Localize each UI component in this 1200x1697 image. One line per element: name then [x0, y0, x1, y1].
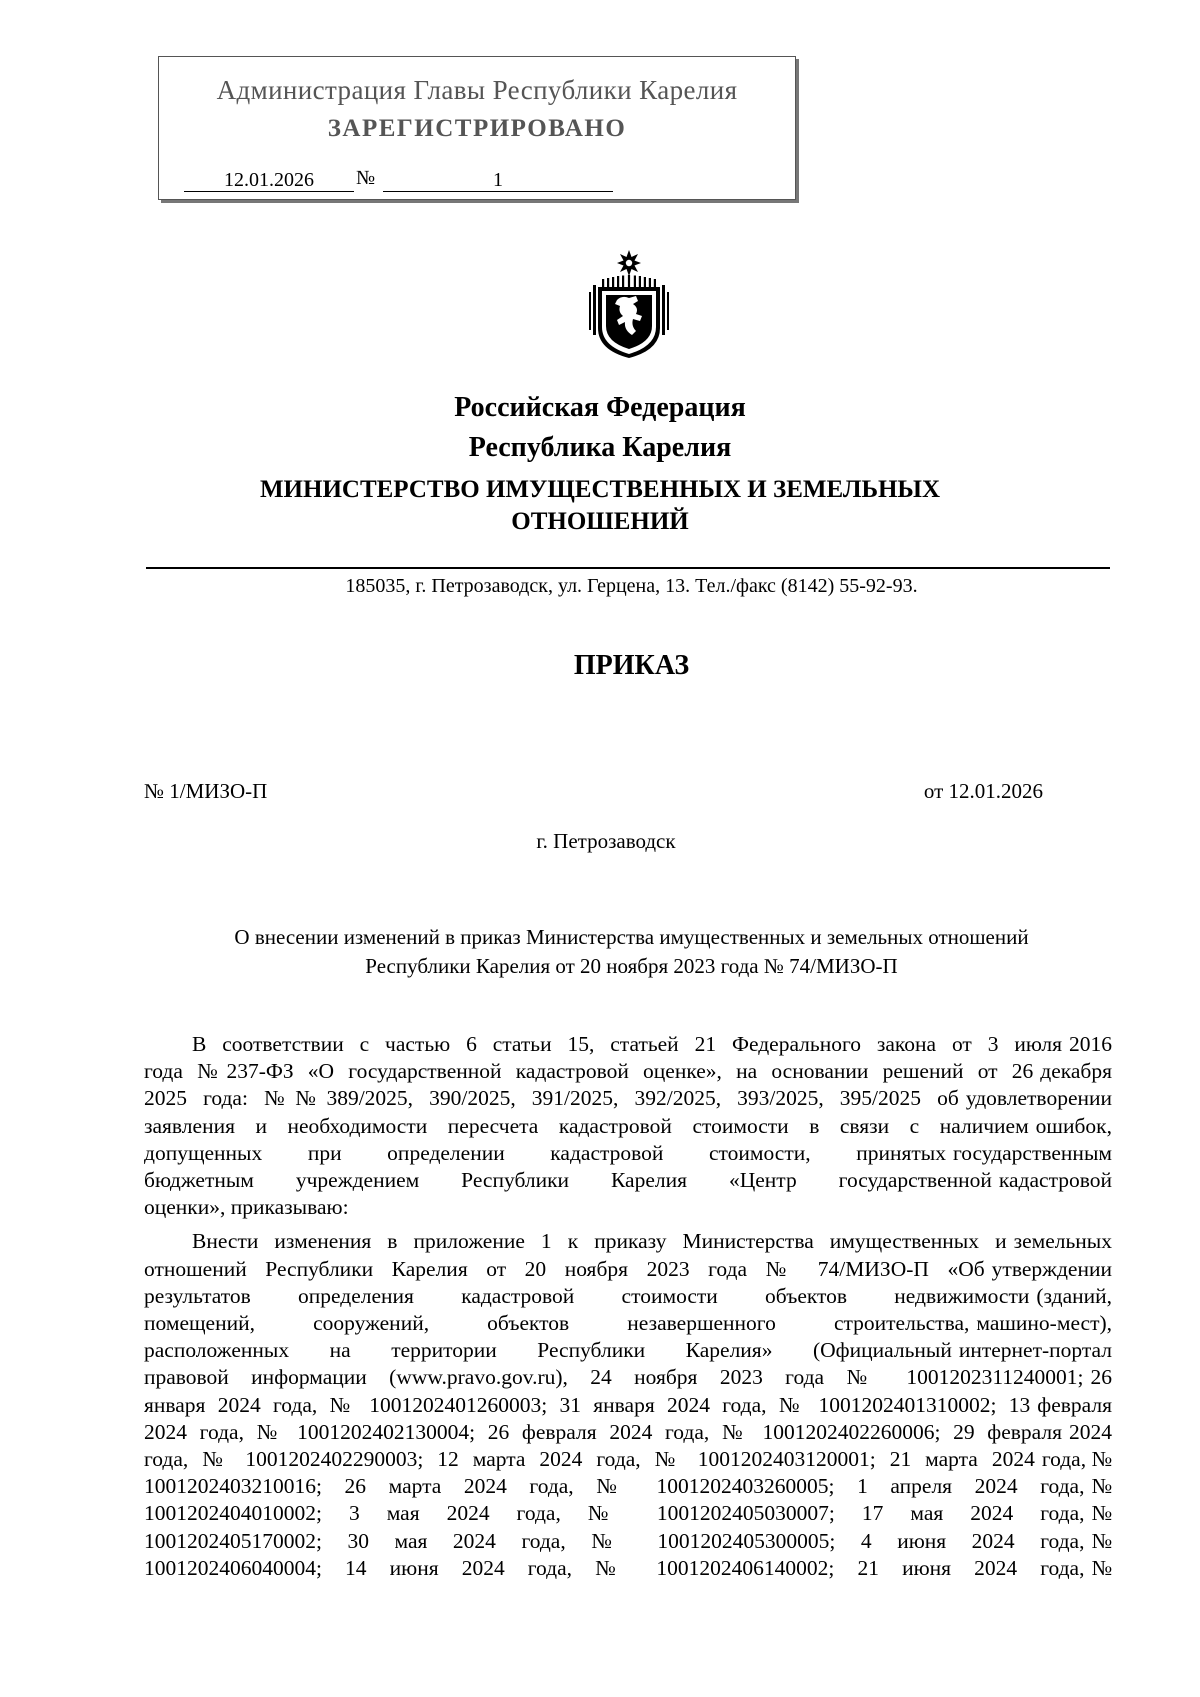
body-line [144, 1140, 1112, 1167]
body-line-end: № [1091, 1555, 1112, 1580]
ministry-address: 185035, г. Петрозаводск, ул. Герцена, 13. Тел./факс (8142) 55-92-93. [345, 575, 918, 597]
body-line [144, 1446, 1112, 1473]
body-line [144, 1337, 1112, 1364]
registration-stamp [158, 56, 796, 200]
body-line: оценки», приказываю: [144, 1195, 349, 1220]
order-date: от 12.01.2026 [923, 779, 1043, 803]
body-line-end: 2024 [1069, 1419, 1112, 1444]
republic-heading: Республика Карелия [468, 432, 732, 463]
body-line-text: заявления и необходимости пересчета кадастровой стоимости в связи с наличием [144, 1113, 1029, 1138]
body-line-end: утверждении [991, 1256, 1112, 1281]
body-line-text: 1001202405170002; 30 мая 2024 года, № 1001202405300005; 4 июня 2024 года, [144, 1528, 1085, 1553]
order-subject [0, 923, 1200, 981]
body-line-text: расположенных на территории Республики Карелия» (Официальный [144, 1338, 952, 1363]
body-line [144, 1419, 1112, 1446]
body-line [144, 1555, 1112, 1582]
body-line-text: 2024 года, № 1001202402130004; 26 февраля 2024 года, № 1001202402260006; 29 февраля [144, 1419, 1062, 1444]
document-title: ПРИКАЗ [573, 650, 690, 681]
subject-line: Республики Карелия от 20 ноября 2023 года № 74/МИЗО-П [365, 954, 898, 978]
body-line [144, 1364, 1112, 1391]
body-line-text: года №237-ФЗ «О государственной кадастровой оценке», на основании решений от 26 [144, 1059, 1034, 1084]
country-heading: Российская Федерация [454, 392, 746, 423]
body-line [144, 1085, 1112, 1112]
header-divider [146, 567, 1110, 569]
body-line-text: года, № 1001202402290003; 12 марта 2024 года, № 1001202403120001; 21 марта 2024 [144, 1447, 1035, 1472]
body-line-end: № [1091, 1528, 1112, 1553]
ministry-heading-line2: ОТНОШЕНИЙ [511, 508, 689, 535]
body-line-end: кадастровой [998, 1168, 1112, 1193]
body-line-end: (зданий, [1036, 1283, 1112, 1308]
body-line [144, 1113, 1112, 1140]
body-line-end: 26 [1090, 1365, 1112, 1390]
ministry-heading-line1: МИНИСТЕРСТВО ИМУЩЕСТВЕННЫХ И ЗЕМЕЛЬНЫХ [259, 476, 941, 503]
body-line-text: 1001202406040004; 14 июня 2024 года, № 1001202406140002; 21 июня 2024 года, [144, 1555, 1085, 1580]
body-line-end: удовлетворении [965, 1086, 1112, 1111]
stamp-date: 12.01.2026 [184, 169, 354, 192]
coat-of-arms-icon [586, 250, 672, 360]
body-line [144, 1392, 1112, 1419]
body-line-text: 1001202403210016; 26 марта 2024 года, № 1001202403260005; 1 апреля 2024 года, [144, 1474, 1085, 1499]
stamp-organization: Администрация Главы Республики Карелия [216, 75, 738, 105]
order-number: № 1/МИЗО-П [144, 779, 268, 803]
body-line-text: бюджетным учреждением Республики Карелия «Центр государственной [144, 1168, 992, 1193]
stamp-status: ЗАРЕГИСТРИРОВАНО [327, 115, 627, 142]
body-line-end: февраля [1037, 1392, 1112, 1417]
body-line [144, 1500, 1112, 1527]
body-line-text: 2025 года: №№389/2025, 390/2025, 391/2025, 392/2025, 393/2025, 395/2025 об [144, 1086, 959, 1111]
body-line-text: января 2024 года, № 1001202401260003; 31 января 2024 года, № 1001202401310002; 13 [144, 1392, 1031, 1417]
body-line [144, 1256, 1112, 1283]
body-line-text: допущенных при определении кадастровой стоимости, принятых [144, 1140, 946, 1165]
body-line [144, 1310, 1112, 1337]
body-line-end: государственным [952, 1140, 1112, 1165]
body-line [144, 1228, 1112, 1255]
body-line-end: ошибок, [1035, 1113, 1112, 1138]
body-line-text: В соответствии с частью 6 статьи 15, статьей 21 Федерального закона от 3 июля [192, 1032, 1062, 1056]
body-line [144, 1528, 1112, 1555]
body-line [144, 1167, 1112, 1194]
document-body [144, 1031, 1112, 1582]
body-line-text: отношений Республики Карелия от 20 ноября 2023 года № 74/МИЗО-П «Об [144, 1256, 985, 1281]
body-line [144, 1031, 1112, 1058]
subject-line: О внесении изменений в приказ Министерства имущественных и земельных отношений [234, 925, 1029, 949]
body-line [144, 1058, 1112, 1085]
body-line-end: машино-мест), [976, 1311, 1112, 1336]
stamp-number-label: № [356, 167, 376, 189]
body-line-text: результатов определения кадастровой стоимости объектов недвижимости [144, 1283, 1030, 1308]
body-line-text: 1001202404010002; 3 мая 2024 года, № 1001202405030007; 17 мая 2024 года, [144, 1501, 1085, 1526]
body-line-end: декабря [1040, 1059, 1112, 1084]
body-line-text: правовой информации (www.pravo.gov.ru), 24 ноября 2023 года № 1001202311240001; [144, 1365, 1084, 1390]
body-line [144, 1283, 1112, 1310]
body-line-text: Внести изменения в приложение 1 к приказу Министерства имущественных и [192, 1229, 1007, 1254]
stamp-number: 1 [383, 169, 613, 192]
issue-city: г. Петрозаводск [536, 829, 676, 853]
body-line-end: 2016 [1069, 1032, 1112, 1056]
body-line-end: № [1091, 1501, 1112, 1526]
body-line-end: земельных [1013, 1229, 1112, 1254]
body-line-text: помещений, сооружений, объектов незавершенного строительства, [144, 1311, 970, 1336]
body-line-end: интернет-портал [958, 1338, 1112, 1363]
body-line-end: года, № [1041, 1447, 1112, 1472]
body-line [144, 1473, 1112, 1500]
body-line-end: № [1091, 1474, 1112, 1499]
